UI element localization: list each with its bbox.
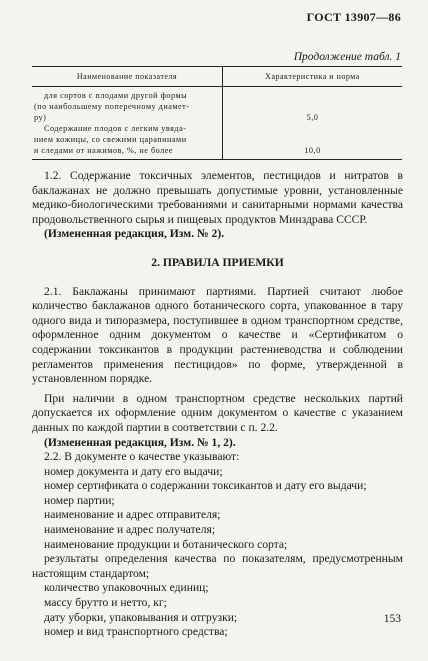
table-row — [32, 123, 402, 160]
list-item: массу брутто и нетто, кг; — [44, 596, 167, 610]
document-code: ГОСТ 13907—86 — [306, 10, 401, 24]
table-cell-value — [223, 87, 403, 124]
quality-table — [32, 66, 402, 160]
list-item: количество упаковочных единиц; — [44, 581, 209, 595]
table-continuation-label: Продолжение табл. 1 — [293, 51, 401, 63]
amendment-note: (Измененная редакция, Изм. № 1, 2). — [44, 435, 236, 449]
list-item: номер партии; — [44, 493, 115, 507]
paragraph-multiple-lots: При наличии в одном транспортном средстве нескольких партий допускается их оформление одним документом о качестве с указанием данных по каждой партии в соответствии с п. 2.2. — [32, 391, 403, 434]
table-value: 5,0 — [306, 113, 319, 122]
list-item: наименование продукции и ботанического сорта; — [44, 537, 288, 551]
column-header-indicator: Наименование показателя — [32, 67, 223, 87]
paragraph-1-2: 1.2. Содержание токсичных элементов, пестицидов и нитратов в баклажанах не должно превышать допустимые уровни, установленные медико-биологическими требованиями и санитарными нормами качества продовольственного сырья и пищевых продуктов Минздрава СССР. — [32, 169, 403, 226]
list-item: наименование и адрес получателя; — [44, 523, 216, 537]
table-cell-line: и следами от нажимов, %, не более — [34, 146, 173, 155]
table-cell-line: (по наибольшему поперечному диамет- — [34, 102, 190, 111]
table-cell-value — [223, 123, 403, 160]
amendment-note: (Измененная редакция, Изм. № 2). — [44, 227, 225, 241]
table-header-row — [32, 67, 402, 87]
table-cell-line: ру) — [34, 113, 47, 122]
table-value: 10,0 — [304, 146, 321, 155]
paragraph-2-2: 2.2. В документе о качестве указывают: — [44, 450, 240, 464]
page-number: 153 — [383, 613, 401, 625]
list-item: номер сертификата о содержании токсикантов и дату его выдачи; — [44, 479, 367, 493]
section-title: 2. ПРАВИЛА ПРИЕМКИ — [151, 255, 284, 269]
paragraph-2-1: 2.1. Баклажаны принимают партиями. Партией считают любое количество баклажанов одного ботанического сорта, упакованное в тару одного вида и типоразмера, поступившее в одном транспортном средстве, оформленное одним документом о качестве и «Сертификатом о содержании токсикантов в продукции растениеводства и соблюдении регламентов применения пестицидов» по форме, утвержденной в установленном порядке. — [32, 284, 403, 386]
column-header-norm: Характеристика и норма — [223, 67, 403, 87]
document-body — [32, 169, 403, 640]
table-cell-line: для сортов с плодами другой формы — [44, 91, 188, 100]
table-cell-indicator — [32, 123, 223, 160]
list-item: номер документа и дату его выдачи; — [44, 464, 223, 478]
table-cell-indicator — [32, 87, 223, 124]
list-item: результаты определения качества по показателям, предусмотренным настоящим стандартом; — [32, 552, 403, 580]
list-item: номер и вид транспортного средства; — [44, 625, 228, 639]
list-item: дату уборки, упаковывания и отгрузки; — [44, 610, 238, 624]
table-row — [32, 87, 402, 124]
table-cell-line: нием кожицы, со свежими царапинами — [34, 135, 187, 144]
table-cell-line: Содержание плодов с легким увяда- — [44, 124, 187, 133]
list-item: наименование и адрес отправителя; — [44, 508, 221, 522]
